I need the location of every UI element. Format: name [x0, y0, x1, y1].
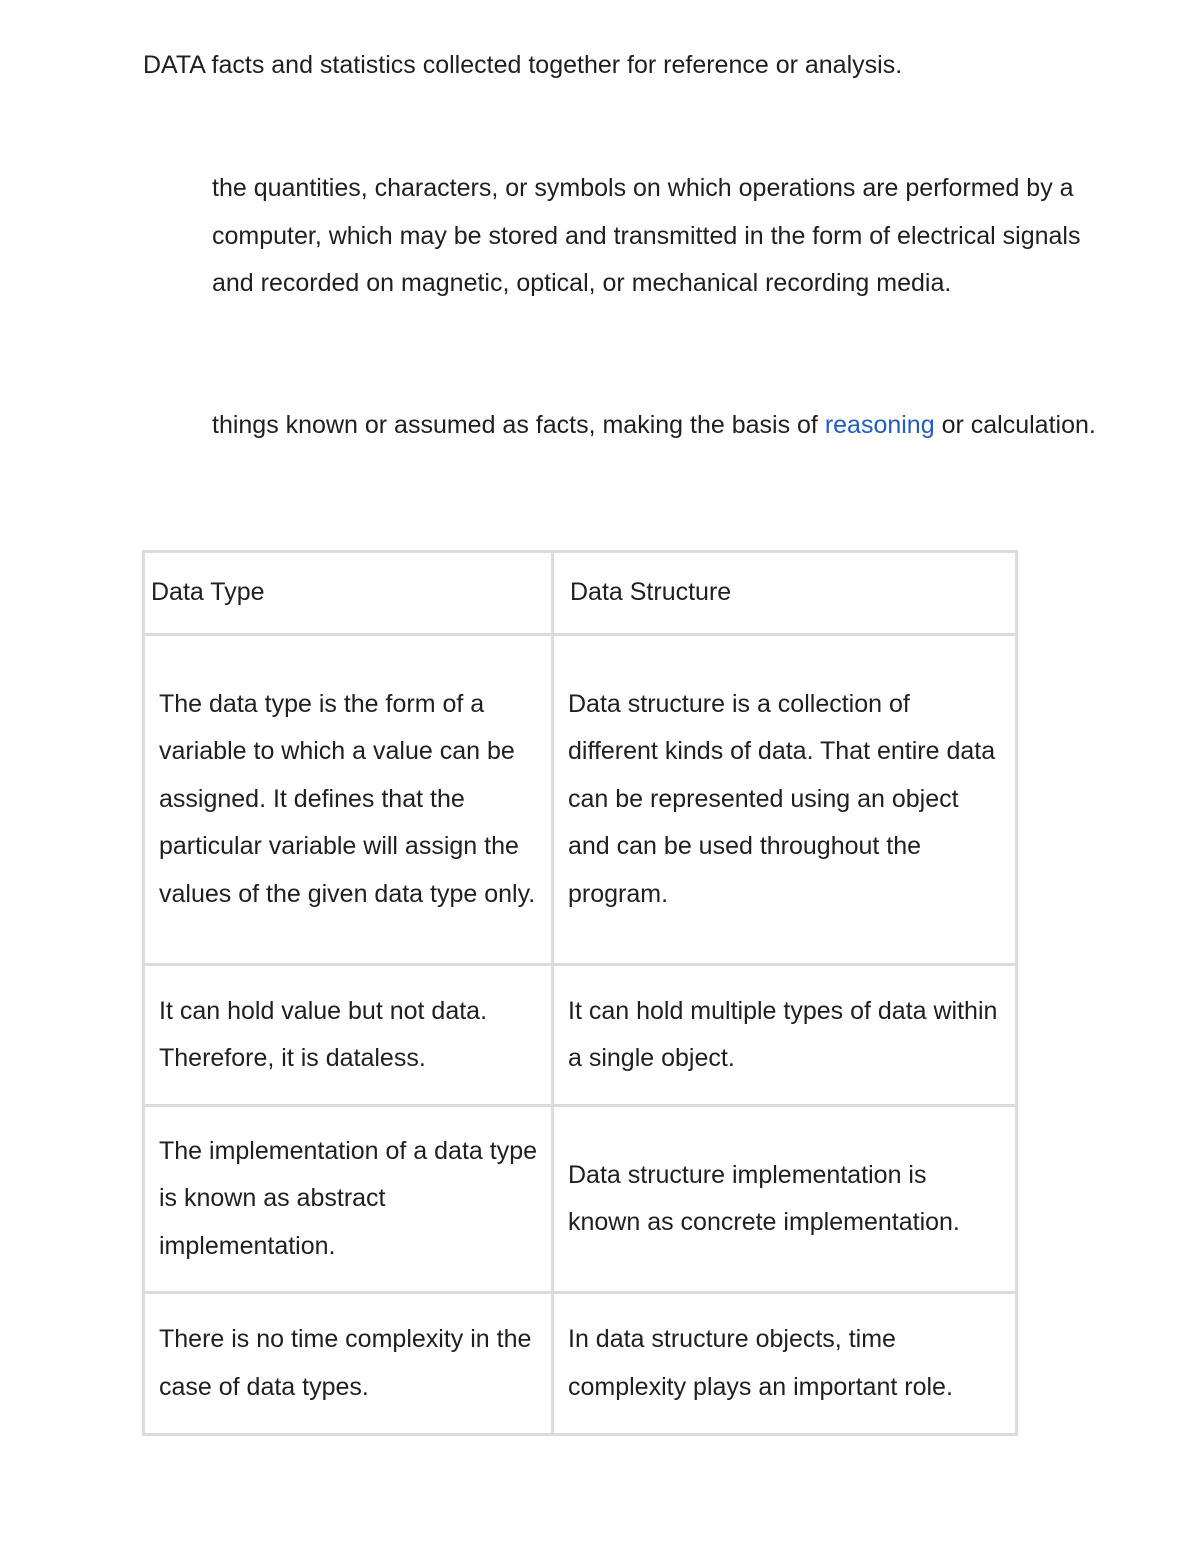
header-data-type: Data Type: [144, 552, 553, 635]
table-cell-data-type: It can hold value but not data. Therefore, it is dataless.: [144, 965, 553, 1106]
definition-computing: the quantities, characters, or symbols on which operations are performed by a computer, which may be stored and transmitted in the form of electrical signals and recorded on magnetic, optical, or mechanical recording media.: [212, 174, 1081, 297]
table-cell-data-structure: Data structure implementation is known as concrete implementation.: [553, 1106, 1017, 1293]
table-cell-data-type: There is no time complexity in the case of data types.: [144, 1293, 553, 1435]
table-row: [144, 1293, 1017, 1435]
definition-facts-text-after: or calculation.: [934, 411, 1096, 439]
table-cell-data-structure: It can hold multiple types of data within a single object.: [553, 965, 1017, 1106]
data-definition-heading: DATA facts and statistics collected together for reference or analysis.: [143, 51, 903, 79]
reasoning-link[interactable]: reasoning: [824, 411, 935, 439]
table-row: [144, 965, 1017, 1106]
table-header-row: [144, 552, 1017, 635]
definition-facts-text-before: things known or assumed as facts, making the basis of: [212, 411, 825, 439]
table-row: [144, 1106, 1017, 1293]
table-cell-data-type: The implementation of a data type is known as abstract implementation.: [144, 1106, 553, 1293]
table-row: [144, 635, 1017, 965]
header-data-structure: Data Structure: [553, 552, 1017, 635]
table-cell-data-structure: In data structure objects, time complexity plays an important role.: [553, 1293, 1017, 1435]
table-cell-data-structure: Data structure is a collection of different kinds of data. That entire data can be represented using an object and can be used throughout the program.: [553, 635, 1017, 965]
data-type-vs-structure-table: [142, 550, 1018, 1436]
definition-facts: [212, 402, 1112, 450]
table-cell-data-type: The data type is the form of a variable to which a value can be assigned. It defines that the particular variable will assign the values of the given data type only.: [144, 635, 553, 965]
